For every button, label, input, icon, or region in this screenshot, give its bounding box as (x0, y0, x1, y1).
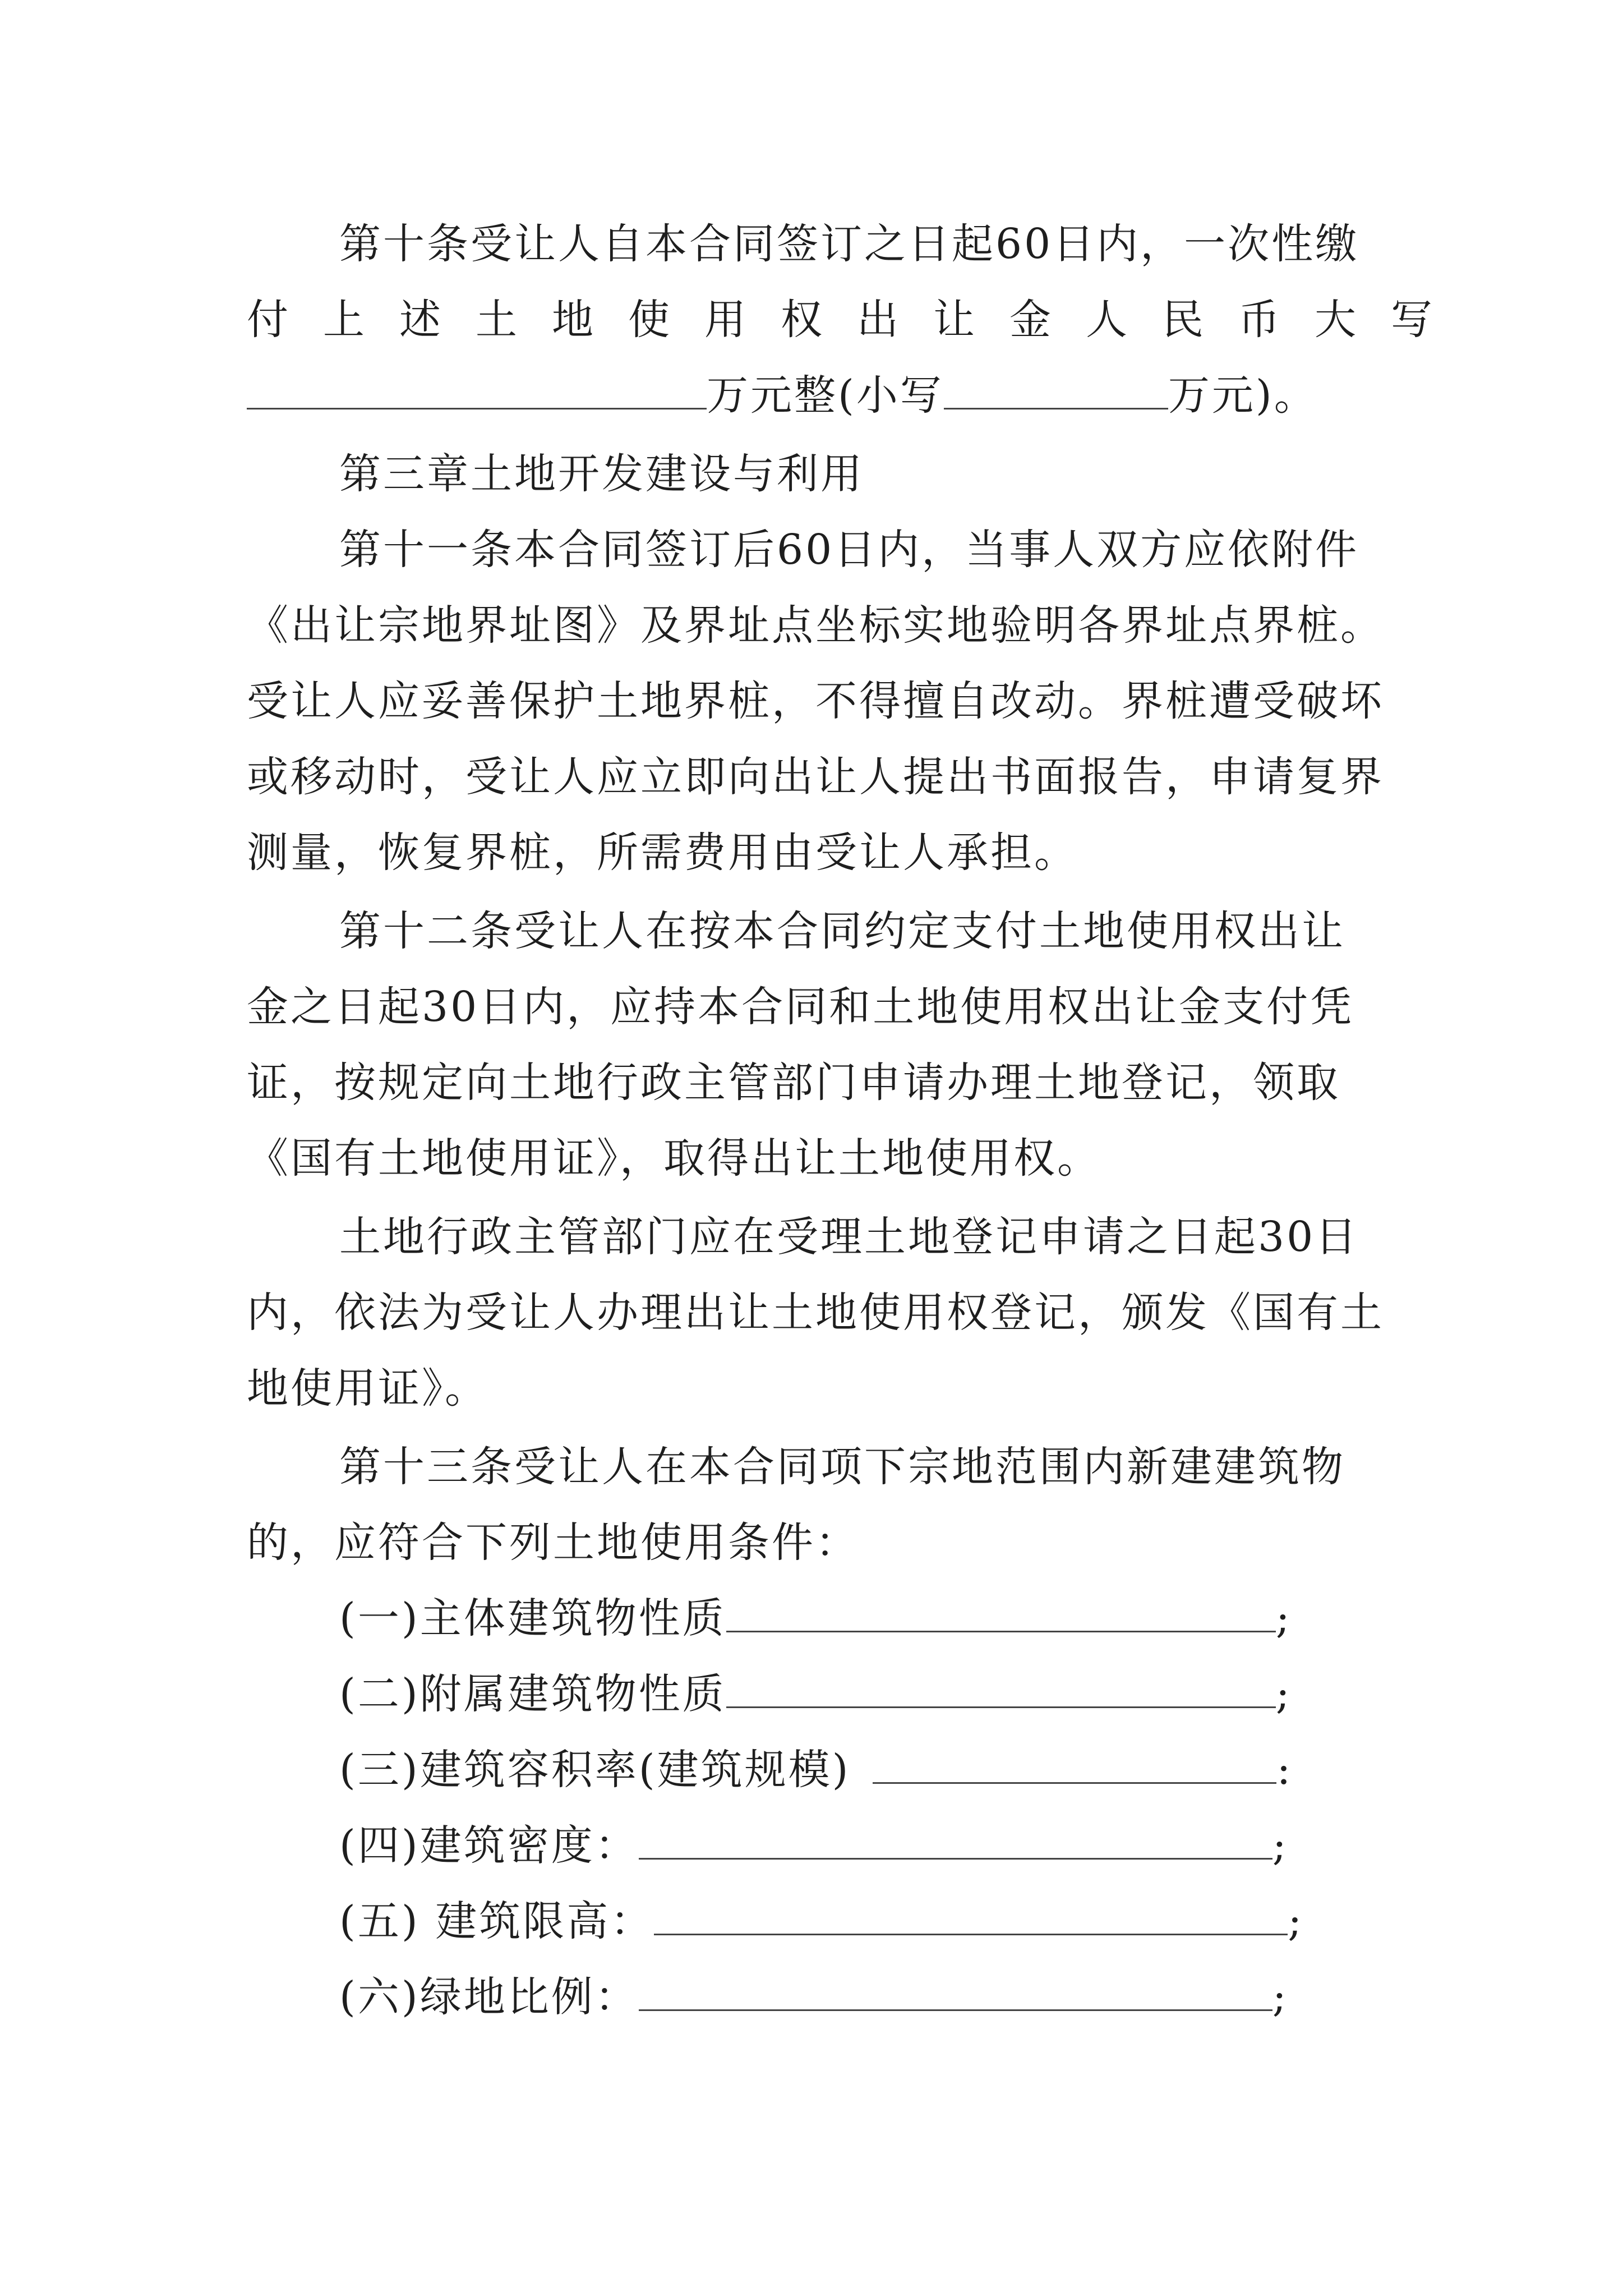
registration-line-2: 内，依法为受让人办理出让土地使用权登记，颁发《国有土 (247, 1289, 1384, 1337)
condition-blank[interactable] (639, 1818, 1272, 1860)
article-11-line-1: 第十一条本合同签订后60日内，当事人双方应依附件 (339, 526, 1359, 574)
amount-figures-suffix: 万元)。 (1168, 371, 1318, 420)
condition-end: ; (1275, 1670, 1292, 1718)
condition-blank[interactable] (873, 1742, 1276, 1784)
condition-item-1 (339, 1590, 1292, 1646)
condition-blank[interactable] (726, 1666, 1276, 1708)
condition-item-6 (339, 1969, 1289, 2025)
amount-figures-blank[interactable] (944, 367, 1168, 409)
article-12-line-4: 《国有土地使用证》，取得出让土地使用权。 (247, 1134, 1101, 1182)
article-11-line-5: 测量，恢复界桩，所需费用由受让人承担。 (247, 829, 1078, 877)
condition-label: (三)建筑容积率(建筑规模) (339, 1746, 851, 1794)
article-12-line-2: 金之日起30日内，应持本合同和土地使用权出让金支付凭 (247, 983, 1354, 1031)
article-10-line-3 (247, 367, 1318, 424)
chapter-3-title: 第三章土地开发建设与利用 (339, 450, 864, 498)
condition-label: (四)建筑密度： (339, 1821, 639, 1870)
condition-end: ; (1272, 1973, 1289, 2021)
article-10-line-2: 付上述土地使用权出让金人民币大写 (247, 296, 1467, 344)
registration-line-3: 地使用证》。 (247, 1364, 488, 1412)
condition-end: ; (1275, 1594, 1292, 1642)
condition-end: ; (1288, 1897, 1304, 1945)
condition-blank[interactable] (639, 1969, 1272, 2011)
condition-item-5 (339, 1893, 1304, 1949)
condition-end: ; (1272, 1821, 1289, 1870)
condition-item-4 (339, 1818, 1289, 1874)
article-13-line-1: 第十三条受让人在本合同项下宗地范围内新建建筑物 (339, 1443, 1345, 1491)
article-12-line-1: 第十二条受让人在按本合同约定支付土地使用权出让 (339, 907, 1345, 955)
amount-words-suffix: 万元整(小写 (707, 371, 944, 420)
amount-words-blank[interactable] (247, 367, 707, 409)
condition-item-2 (339, 1666, 1292, 1722)
condition-blank[interactable] (726, 1590, 1276, 1632)
condition-label: (二)附属建筑物性质 (339, 1670, 726, 1718)
condition-label: (六)绿地比例： (339, 1973, 639, 2021)
condition-label: (一)主体建筑物性质 (339, 1594, 726, 1642)
article-11-line-3: 受让人应妥善保护土地界桩，不得擅自改动。界桩遭受破坏 (247, 677, 1384, 725)
condition-item-3 (339, 1742, 1293, 1798)
condition-end: : (1276, 1746, 1293, 1794)
article-11-line-4: 或移动时，受让人应立即向出让人提出书面报告，申请复界 (247, 753, 1384, 801)
article-12-line-3: 证，按规定向土地行政主管部门申请办理土地登记，领取 (247, 1059, 1340, 1107)
article-11-line-2: 《出让宗地界址图》及界址点坐标实地验明各界址点界桩。 (247, 601, 1384, 650)
condition-label: (五) 建筑限高： (339, 1897, 654, 1945)
condition-blank[interactable] (654, 1893, 1288, 1935)
article-13-line-2: 的，应符合下列土地使用条件： (247, 1519, 859, 1567)
article-10-line-1: 第十条受让人自本合同签订之日起60日内，一次性缴 (339, 220, 1359, 268)
registration-line-1: 土地行政主管部门应在受理土地登记申请之日起30日 (339, 1213, 1359, 1261)
